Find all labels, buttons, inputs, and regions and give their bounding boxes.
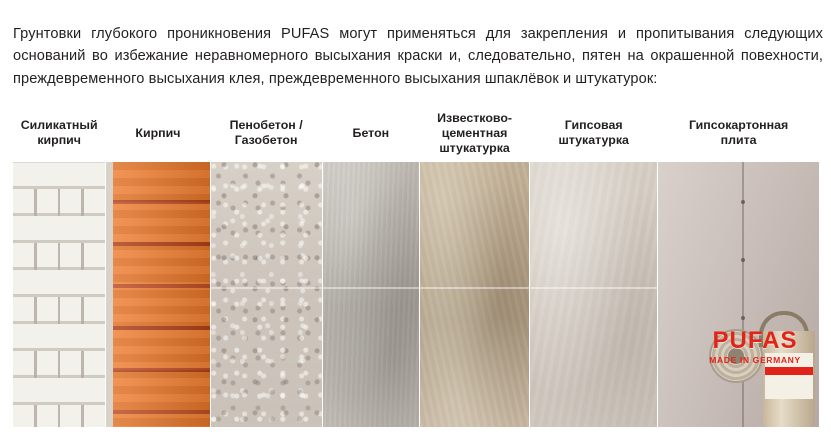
plaster-wash-overlay bbox=[530, 287, 657, 427]
substrate-caption bbox=[658, 105, 819, 162]
substrate-texture-gypsum-plaster bbox=[530, 162, 657, 427]
substrate-label-line3: штукатурка bbox=[439, 140, 510, 155]
substrate-label-line2: штукатурка bbox=[558, 133, 629, 147]
logo-tagline: MADE IN GERMANY bbox=[709, 355, 801, 365]
substrate-label-line1: Пенобетон / bbox=[229, 118, 303, 132]
substrate-label-line1: Кирпич bbox=[135, 125, 181, 140]
screw-head-icon bbox=[741, 258, 745, 262]
substrate-caption bbox=[530, 105, 657, 162]
substrate-column-aerated-concrete bbox=[211, 105, 323, 427]
substrate-column-gypsum-plaster bbox=[530, 105, 658, 427]
substrate-label-line2: кирпич bbox=[37, 133, 81, 147]
substrate-label-line1: Силикатный bbox=[20, 118, 98, 132]
logo-wordmark: PUFAS bbox=[712, 327, 798, 354]
substrate-column-clay-brick bbox=[106, 105, 210, 427]
substrate-label-line1: Гипсовая bbox=[564, 118, 623, 132]
pufas-logo bbox=[699, 329, 811, 365]
substrate-label-line1: Известково- bbox=[437, 110, 513, 125]
substrate-label-line1: Бетон bbox=[352, 125, 390, 140]
substrate-caption bbox=[13, 105, 105, 162]
substrate-texture-silicate-brick bbox=[13, 162, 105, 427]
substrate-column-lime-cement-plaster bbox=[420, 105, 530, 427]
substrate-label-line2: плита bbox=[720, 133, 757, 147]
substrate-texture-aerated-concrete bbox=[211, 162, 322, 427]
substrate-label-line1: Гипсокартонная bbox=[688, 118, 789, 132]
substrate-texture-lime-cement-plaster bbox=[420, 162, 529, 427]
bucket-label-accent-bar bbox=[765, 367, 813, 375]
substrate-caption bbox=[106, 105, 209, 162]
substrate-column-concrete bbox=[323, 105, 420, 427]
substrate-caption bbox=[420, 105, 529, 162]
substrate-texture-clay-brick bbox=[106, 162, 209, 427]
substrate-caption bbox=[211, 105, 322, 162]
substrate-caption bbox=[323, 105, 419, 162]
substrate-texture-concrete bbox=[323, 162, 419, 427]
plaster-wash-overlay bbox=[420, 287, 529, 427]
plaster-wash-overlay bbox=[323, 287, 419, 427]
substrate-column-plasterboard bbox=[658, 105, 819, 427]
substrate-column-silicate-brick bbox=[13, 105, 106, 427]
mortar-edge bbox=[106, 162, 113, 427]
intro-paragraph: Грунтовки глубокого проникновения PUFAS могут применяться для закрепления и пропитывания следующих оснований во избежание неравномерного высыхания краски и, следовательно, пятен на окрашенной повехности, преждевременного высыхания клея, преждевременного высыхания шпаклёвок и штукатурок: bbox=[13, 25, 823, 87]
substrate-label-line2: Газобетон bbox=[234, 133, 298, 147]
plaster-wash-overlay bbox=[211, 287, 322, 427]
screw-head-icon bbox=[741, 200, 745, 204]
substrate-illustration-band bbox=[13, 105, 819, 427]
substrate-label-line2: цементная bbox=[441, 125, 508, 140]
